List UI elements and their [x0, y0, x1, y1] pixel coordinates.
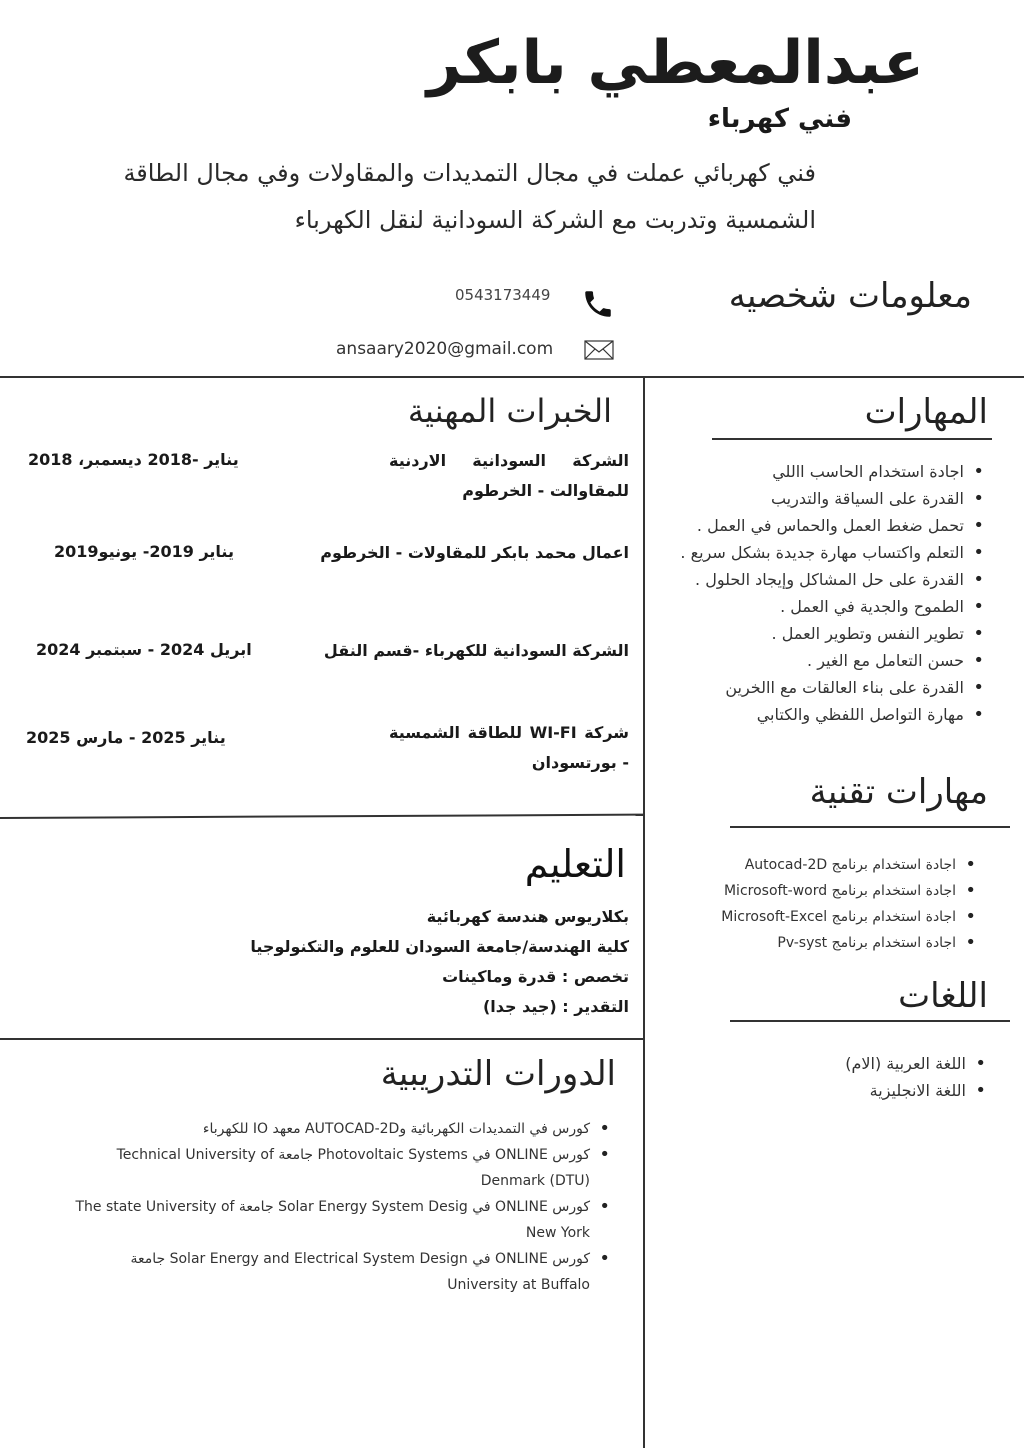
- personal-info-heading: معلومات شخصيه: [728, 276, 972, 316]
- list-item: [22, 1142, 612, 1194]
- email-address: ansaary2020@gmail.com: [336, 339, 554, 359]
- education-details: [199, 902, 629, 1022]
- envelope-icon: [584, 340, 614, 360]
- list-item: • مهارة التواصل اللفظي والكتابي: [666, 701, 986, 728]
- experience-date: يناير 2019- يونيو2019: [54, 542, 234, 561]
- course-institution: University at Buffalo: [447, 1277, 590, 1293]
- languages-heading: اللغات: [898, 976, 988, 1016]
- course-title: • كورس ONLINE في Solar Energy and Electrical System Design جامعة: [130, 1251, 590, 1267]
- column-divider: [643, 376, 645, 1448]
- languages-underline: [730, 1020, 1010, 1022]
- experience-divider: [0, 814, 645, 819]
- header-divider: [0, 376, 1024, 378]
- skills-list: [666, 458, 986, 728]
- tech-skills-list: [658, 852, 978, 956]
- list-item: • تطوير النفس وتطوير العمل .: [666, 620, 986, 647]
- list-item: • اجادة استخدام برنامج Pv-syst: [658, 930, 978, 956]
- course-title: • كورس في التمديدات الكهربائية وAUTOCAD-2D معهد IO للكهرباء: [202, 1121, 590, 1137]
- list-item: [22, 1116, 612, 1142]
- job-title: فني كهرباء: [707, 104, 852, 134]
- courses-heading: الدورات التدريبية: [380, 1054, 616, 1094]
- course-title: • كورس ONLINE في Solar Energy System Desig جامعة The state University of: [75, 1199, 590, 1215]
- course-institution: New York: [525, 1225, 590, 1241]
- list-item: [22, 1194, 612, 1246]
- experience-company: اعمال محمد بابكر للمقاولات - الخرطوم: [320, 543, 629, 562]
- tech-skills-heading: مهارات تقنية: [809, 772, 988, 812]
- experience-date: يناير -2018 ديسمبر، 2018: [28, 450, 239, 469]
- course-title: • كورس ONLINE في Photovoltaic Systems جامعة Technical University of: [116, 1147, 590, 1163]
- specialization: تخصص : قدرة وماكينات: [442, 967, 629, 986]
- list-item: • اللغة العربية (الام): [748, 1050, 988, 1077]
- phone-icon: [581, 287, 615, 321]
- list-item: • القدرة على بناء العالقات مع االخرين: [666, 674, 986, 701]
- list-item: • التعلم واكتساب مهارة جديدة بشكل سريع .: [666, 539, 986, 566]
- list-item: • اجادة استخدام الحاسب االلي: [666, 458, 986, 485]
- college: كلية الهندسة/جامعة السودان للعلوم والتكنولوجيا: [250, 937, 629, 956]
- languages-list: [748, 1050, 988, 1104]
- experience-company: الشركة السودانية الاردنية للمقاوالت - الخرطوم: [389, 451, 629, 500]
- grade: التقدير : (جيد جدا): [482, 997, 629, 1016]
- skills-heading: المهارات: [864, 392, 988, 432]
- education-heading: التعليم: [524, 842, 626, 886]
- experience-date: يناير 2025 - مارس 2025: [26, 728, 226, 747]
- course-institution: Denmark (DTU): [480, 1173, 590, 1189]
- experience-heading: الخبرات المهنية: [407, 392, 612, 430]
- list-item: • الطموح والجدية في العمل .: [666, 593, 986, 620]
- phone-number: 0543173449: [455, 286, 551, 304]
- list-item: • اجادة استخدام برنامج Microsoft-Excel: [658, 904, 978, 930]
- profile-summary: فني كهربائي عملت في مجال التمديدات والمقاولات وفي مجال الطاقة الشمسية وتدربت مع الشركة السودانية لنقل الكهرباء: [123, 159, 816, 234]
- list-item: • حسن التعامل مع الغير .: [666, 647, 986, 674]
- candidate-name: عبدالمعطي بابكر: [426, 28, 924, 98]
- list-item: • القدرة على السياقة والتدريب: [666, 485, 986, 512]
- experience-company: الشركة السودانية للكهرباء -قسم النقل: [323, 641, 629, 660]
- list-item: • اجادة استخدام برنامج Microsoft-word: [658, 878, 978, 904]
- experience-company: شركة WI-FI للطاقة الشمسية - بورتسودان: [389, 723, 629, 772]
- list-item: • اللغة الانجليزية: [748, 1077, 988, 1104]
- list-item: • اجادة استخدام برنامج Autocad-2D: [658, 852, 978, 878]
- education-divider: [0, 1038, 645, 1040]
- experience-date: ابريل 2024 - سبتمبر 2024: [36, 640, 252, 659]
- degree: بكلاريوس هندسة كهربائية: [426, 907, 629, 926]
- list-item: • القدرة على حل المشاكل وإيجاد الحلول .: [666, 566, 986, 593]
- list-item: [22, 1246, 612, 1298]
- tech-skills-underline: [730, 826, 1010, 828]
- skills-underline: [712, 438, 992, 440]
- courses-list: [22, 1116, 612, 1298]
- list-item: • تحمل ضغط العمل والحماس في العمل .: [666, 512, 986, 539]
